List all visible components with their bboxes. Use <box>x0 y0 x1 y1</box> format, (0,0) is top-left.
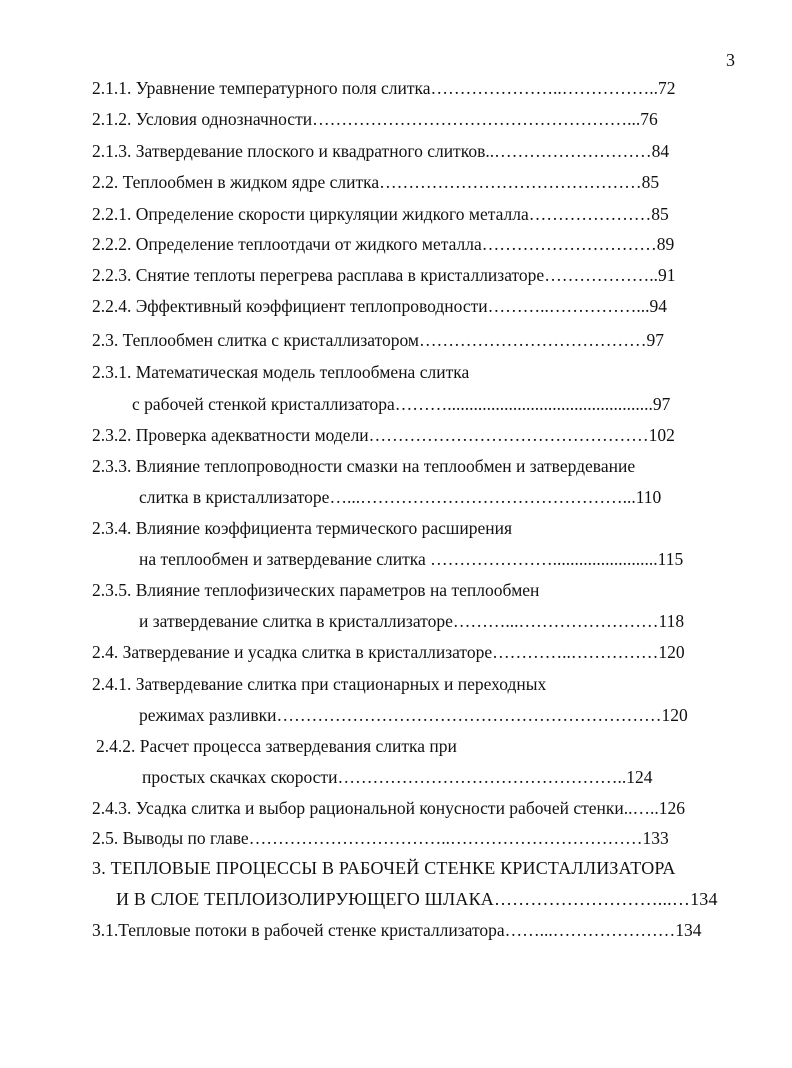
toc-entry-2-3-4: 2.3.4. Влияние коэффициента термического расширения <box>92 518 512 538</box>
toc-entry-2-3-1: 2.3.1. Математическая модель теплообмена слитка <box>92 362 470 382</box>
toc-entry-2-1-2: 2.1.2. Условия однозначности………………………………………………...76 <box>92 109 658 129</box>
toc-entry-2-3-5-cont: и затвердевание слитка в кристаллизаторе………...……………………118 <box>139 611 685 631</box>
toc-entry-2-3-5: 2.3.5. Влияние теплофизических параметров на теплообмен <box>92 580 540 600</box>
toc-entry-2-4-2: 2.4.2. Расчет процесса затвердевания слитка при <box>96 736 457 756</box>
toc-entry-2-3-4-cont: на теплообмен и затвердевание слитка …………………........................115 <box>139 549 684 569</box>
toc-entry-2-5: 2.5. Выводы по главе……………………………..……………………………133 <box>92 828 669 848</box>
toc-entry-2-2-3: 2.2.3. Снятие теплоты перегрева расплава в кристаллизаторе………………..91 <box>92 265 676 285</box>
toc-entry-2-1-3: 2.1.3. Затвердевание плоского и квадратного слитков..………………………84 <box>92 141 670 161</box>
toc-entry-chapter-3: 3. ТЕПЛОВЫЕ ПРОЦЕССЫ В РАБОЧЕЙ СТЕНКЕ КРИСТАЛЛИЗАТОРА <box>92 858 676 878</box>
toc-entry-2-3: 2.3. Теплообмен слитка с кристаллизатором…………………………………97 <box>92 330 664 350</box>
toc-entry-2-3-3: 2.3.3. Влияние теплопроводности смазки на теплообмен и затвердевание <box>92 456 636 476</box>
toc-entry-chapter-3-cont: И В СЛОЕ ТЕПЛОИЗОЛИРУЮЩЕГО ШЛАКА………………………...…134 <box>116 889 718 909</box>
toc-entry-2-4: 2.4. Затвердевание и усадка слитка в кристаллизаторе…………..……………120 <box>92 642 685 662</box>
toc-entry-2-4-1: 2.4.1. Затвердевание слитка при стационарных и переходных <box>92 674 547 694</box>
toc-entry-2-3-1-cont: с рабочей стенкой кристаллизатора………...............................................97 <box>132 394 671 414</box>
toc-entry-2-2-2: 2.2.2. Определение теплоотдачи от жидкого металла…………………………89 <box>92 234 675 254</box>
toc-entry-2-2: 2.2. Теплообмен в жидком ядре слитка………………………………………85 <box>92 172 660 192</box>
toc-entry-2-3-2: 2.3.2. Проверка адекватности модели…………………………………………102 <box>92 425 675 445</box>
toc-entry-2-4-2-cont: простых скачках скорости…………………………………………..124 <box>142 767 653 787</box>
toc-entry-2-3-3-cont: слитка в кристаллизаторе…...………………………………………...110 <box>139 487 662 507</box>
toc-entry-2-4-1-cont: режимах разливки…………………………………………………………120 <box>139 705 688 725</box>
toc-entry-2-1-1: 2.1.1. Уравнение температурного поля слитка…………………..……………..72 <box>92 78 676 98</box>
toc-entry-2-2-4: 2.2.4. Эффективный коэффициент теплопроводности………..……………...94 <box>92 296 667 316</box>
toc-entry-3-1: 3.1.Тепловые потоки в рабочей стенке кристаллизатора……...…………………134 <box>92 920 702 940</box>
toc-entry-2-2-1: 2.2.1. Определение скорости циркуляции жидкого металла…………………85 <box>92 204 669 224</box>
toc-entry-2-4-3: 2.4.3. Усадка слитка и выбор рациональной конусности рабочей стенки..…..126 <box>92 798 686 818</box>
page-number: 3 <box>726 50 735 70</box>
